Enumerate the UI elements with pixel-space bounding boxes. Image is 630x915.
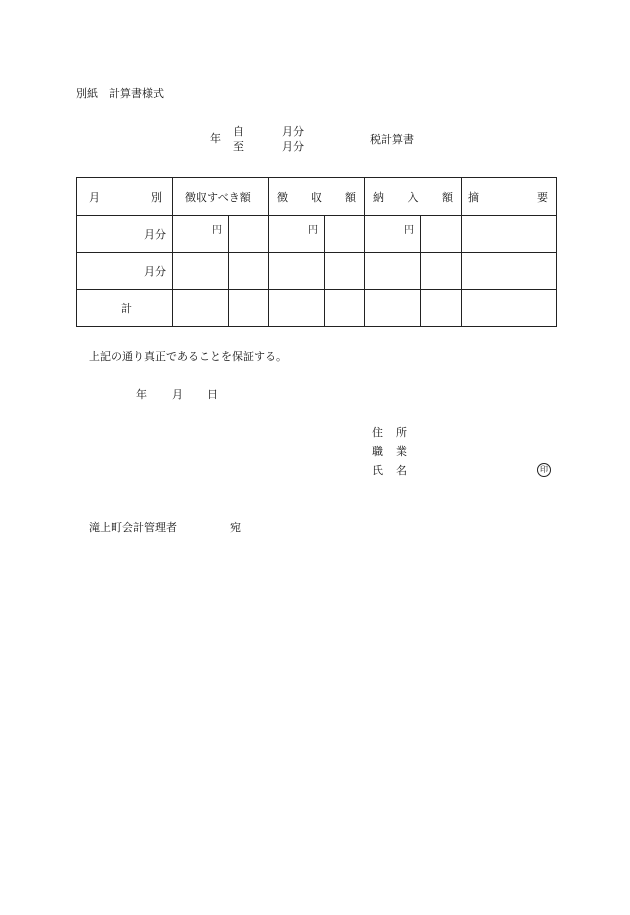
due-amount-sub-cell[interactable] <box>229 253 269 290</box>
paid-amount-cell[interactable] <box>365 253 421 290</box>
table-total-row <box>77 290 557 327</box>
collected-amount-cell[interactable] <box>269 216 325 253</box>
title-year: 年 <box>210 132 221 145</box>
yen-unit: 円 <box>404 225 414 236</box>
paid-total-sub-cell[interactable] <box>421 290 462 327</box>
memo-cell[interactable] <box>462 253 557 290</box>
total-label: 計 <box>77 290 173 327</box>
due-amount-sub-cell[interactable] <box>229 216 269 253</box>
header-amount-collected: 徴 収 額 <box>269 178 365 216</box>
due-total-cell[interactable] <box>173 290 229 327</box>
paid-amount-sub-cell[interactable] <box>421 253 462 290</box>
due-amount-cell[interactable] <box>173 216 229 253</box>
memo-cell[interactable] <box>462 216 557 253</box>
header-amount-due: 徴収すべき額 <box>173 178 269 216</box>
addressee-org: 滝上町会計管理者 <box>89 521 177 534</box>
paid-total-cell[interactable] <box>365 290 421 327</box>
collected-total-cell[interactable] <box>269 290 325 327</box>
occupation-label-a: 職 <box>372 445 383 458</box>
due-amount-cell[interactable] <box>173 253 229 290</box>
date-year: 年 <box>136 388 147 401</box>
header-month: 月 別 <box>77 178 173 216</box>
certification-statement: 上記の通り真正であることを保証する。 <box>89 350 287 363</box>
calculation-table <box>76 177 557 327</box>
yen-unit: 円 <box>212 225 222 236</box>
name-label-a: 氏 <box>372 464 383 477</box>
header-amount-paid: 納 入 額 <box>365 178 462 216</box>
header-memo: 摘 要 <box>462 178 557 216</box>
paid-amount-sub-cell[interactable] <box>421 216 462 253</box>
collected-amount-sub-cell[interactable] <box>325 253 365 290</box>
seal-icon: 印 <box>537 463 551 477</box>
collected-amount-sub-cell[interactable] <box>325 216 365 253</box>
date-day: 日 <box>207 388 218 401</box>
row-month-label: 月分 <box>77 253 173 290</box>
due-total-sub-cell[interactable] <box>229 290 269 327</box>
table-row <box>77 216 557 253</box>
address-label-a: 住 <box>372 426 383 439</box>
collected-total-sub-cell[interactable] <box>325 290 365 327</box>
paid-amount-cell[interactable] <box>365 216 421 253</box>
title-to: 至 <box>233 140 244 153</box>
name-label-b: 名 <box>396 464 407 477</box>
title-doc-name: 税計算書 <box>370 133 414 146</box>
title-from-month: 月分 <box>282 125 304 138</box>
row-month-label: 月分 <box>77 216 173 253</box>
date-month: 月 <box>172 388 183 401</box>
title-from: 自 <box>233 125 244 138</box>
table-header-row <box>77 178 557 216</box>
title-to-month: 月分 <box>282 140 304 153</box>
collected-amount-cell[interactable] <box>269 253 325 290</box>
form-heading: 別紙 計算書様式 <box>76 87 164 100</box>
yen-unit: 円 <box>308 225 318 236</box>
occupation-label-b: 業 <box>396 445 407 458</box>
table-row <box>77 253 557 290</box>
addressee-suffix: 宛 <box>230 521 241 534</box>
address-label-b: 所 <box>396 426 407 439</box>
memo-total-cell[interactable] <box>462 290 557 327</box>
